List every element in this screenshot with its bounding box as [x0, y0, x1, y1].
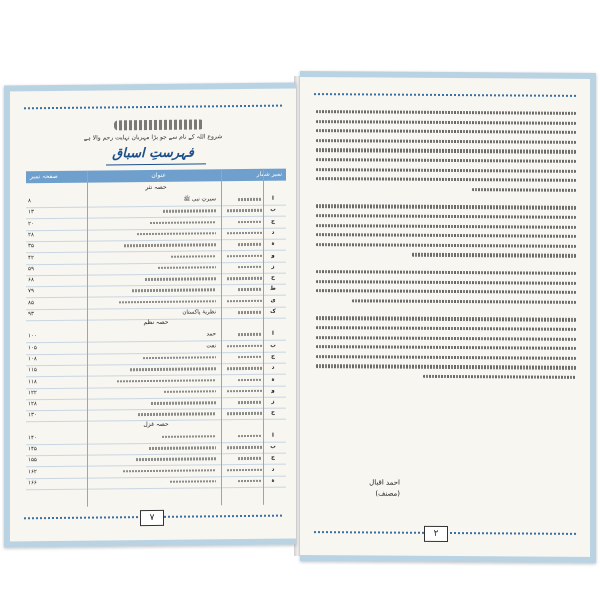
row-title [171, 255, 216, 258]
row-author [227, 390, 262, 393]
row-page-number: ۵۹ [28, 266, 34, 273]
row-author [227, 446, 262, 449]
toc-row[interactable] [26, 475, 286, 490]
row-title [158, 266, 216, 269]
row-page-number: ۲۰ [28, 220, 34, 227]
row-letter: ک [270, 308, 276, 315]
row-page-number: ۱۳ [28, 209, 34, 216]
signature-role: (مصنف) [375, 489, 400, 498]
row-title: سیرتِ نبی ﷺ [183, 196, 216, 203]
row-title [132, 289, 216, 292]
row-title [164, 390, 216, 393]
title-underline [106, 163, 206, 165]
header-number: نمبر شمار [256, 170, 282, 178]
row-page-number: ۱۶۲ [28, 468, 37, 475]
row-author [238, 378, 262, 381]
preface-paragraph [316, 201, 576, 260]
row-title [149, 446, 216, 449]
row-letter: ب [270, 206, 276, 214]
toc-column-divider [221, 169, 222, 505]
row-title: نعت [206, 342, 216, 350]
row-title [117, 379, 216, 383]
row-page-number: ۹۳ [28, 311, 34, 318]
row-author [227, 412, 262, 415]
row-author [238, 457, 262, 460]
left-page-number: ۷ [140, 510, 164, 526]
row-letter: ہ [271, 376, 275, 383]
row-letter: و [271, 252, 275, 259]
row-page-number: ۱۳۰ [28, 412, 37, 419]
row-letter: ز [271, 398, 275, 405]
row-author [227, 232, 262, 235]
toc-header-row [26, 169, 286, 184]
row-title [136, 458, 216, 461]
row-page-number: ۱۶۶ [28, 480, 37, 487]
row-page-number: ۱۰۸ [28, 356, 37, 363]
row-author [238, 435, 262, 438]
row-title [143, 356, 216, 359]
row-page-number: ۱۰۵ [28, 344, 37, 351]
text-line [316, 184, 576, 195]
row-letter: ب [270, 443, 276, 450]
row-page-number: ۷۹ [28, 288, 34, 295]
intro-line: شروع اللہ کے نام سے جو بڑا مہربان نہایت رحم والا ہے [83, 133, 223, 142]
row-author [238, 311, 262, 314]
row-author [238, 266, 262, 269]
row-title [137, 232, 216, 235]
toc-section-label: حصہ نظم [143, 319, 169, 327]
preface-paragraph [316, 313, 576, 382]
row-author [227, 254, 262, 257]
text-line [316, 296, 576, 307]
row-page-number: ۱۵۵ [28, 457, 37, 464]
row-title [124, 243, 216, 246]
row-letter: ب [270, 342, 276, 349]
row-page-number: ۱۱۸ [28, 378, 37, 385]
row-title: حمد [206, 331, 216, 338]
right-page-number: ۲ [424, 526, 448, 542]
row-title [145, 277, 216, 280]
row-author [238, 333, 262, 336]
row-letter: ح [271, 410, 275, 417]
toc-section-label: حصہ نثر [145, 183, 167, 192]
row-page-number: ۸ [28, 198, 31, 205]
row-page-number: ۱۴۰ [28, 434, 37, 441]
row-letter: ہ [271, 477, 275, 484]
signature-name: احمد اقبال [369, 478, 400, 487]
toc-column-divider [87, 171, 88, 507]
preface-paragraph [316, 267, 576, 307]
row-letter: ا [272, 432, 274, 439]
row-letter: ز [271, 263, 275, 270]
right-page [300, 71, 596, 563]
header-title: عنوان [151, 171, 166, 179]
row-title [170, 480, 216, 483]
text-line [316, 249, 576, 260]
row-page-number: ۸۵ [28, 299, 34, 306]
row-letter: ا [272, 330, 274, 338]
row-title [138, 413, 216, 416]
top-dotted-rule [314, 93, 576, 97]
toc-title: فہرستِ اسباق [112, 145, 194, 162]
row-title [163, 210, 216, 213]
author-signature [330, 477, 400, 499]
row-title [151, 401, 216, 404]
row-letter: د [271, 229, 275, 236]
row-letter: و [271, 387, 275, 394]
row-author [238, 401, 262, 404]
row-letter: ط [270, 286, 276, 293]
row-author [238, 243, 262, 246]
open-book [4, 66, 596, 546]
row-author [238, 480, 262, 483]
row-title [130, 367, 216, 370]
row-page-number: ۲۸ [28, 232, 34, 239]
row-author [227, 344, 262, 347]
row-letter: ج [271, 454, 275, 462]
row-author [227, 300, 262, 303]
row-page-number: ۱۱۵ [28, 367, 37, 374]
row-page-number: ۱۰۰ [28, 333, 37, 340]
header-page: صفحہ نمبر [30, 172, 58, 181]
preface-paragraph [316, 107, 576, 195]
row-title [150, 221, 216, 224]
row-page-number: ۳۵ [28, 243, 34, 250]
row-page-number: ۶۸ [28, 277, 34, 284]
row-author [238, 220, 262, 223]
left-page [4, 82, 296, 547]
row-page-number: ۴۲ [28, 254, 34, 261]
row-title: نظریۂ پاکستان [182, 309, 216, 316]
row-page-number: ۱۴۵ [28, 446, 37, 453]
row-letter: د [271, 364, 275, 371]
row-page-number: ۱۲۸ [28, 401, 37, 408]
top-dotted-rule [24, 105, 282, 110]
row-author [227, 277, 262, 280]
preface-text [300, 77, 590, 79]
row-author [227, 468, 262, 471]
toc-column-divider [263, 169, 264, 505]
row-title [119, 300, 216, 304]
text-line [316, 371, 576, 382]
row-title [123, 469, 216, 472]
row-author [238, 198, 262, 201]
row-author [227, 209, 262, 212]
row-page-number: ۱۲۲ [28, 389, 37, 397]
row-letter: ا [272, 195, 274, 202]
row-author [238, 356, 262, 359]
row-letter: ی [270, 297, 276, 304]
row-letter: ہ [271, 240, 275, 247]
row-title [162, 435, 216, 438]
row-letter: ج [271, 353, 275, 360]
row-letter: ج [271, 218, 275, 225]
calligraphy-heading [114, 119, 204, 130]
toc-table [26, 169, 286, 508]
row-letter: د [271, 466, 275, 473]
toc-section-label: حصہ غزل [143, 420, 169, 428]
row-author [238, 288, 262, 291]
row-author [227, 367, 262, 370]
row-letter: ح [271, 274, 275, 281]
